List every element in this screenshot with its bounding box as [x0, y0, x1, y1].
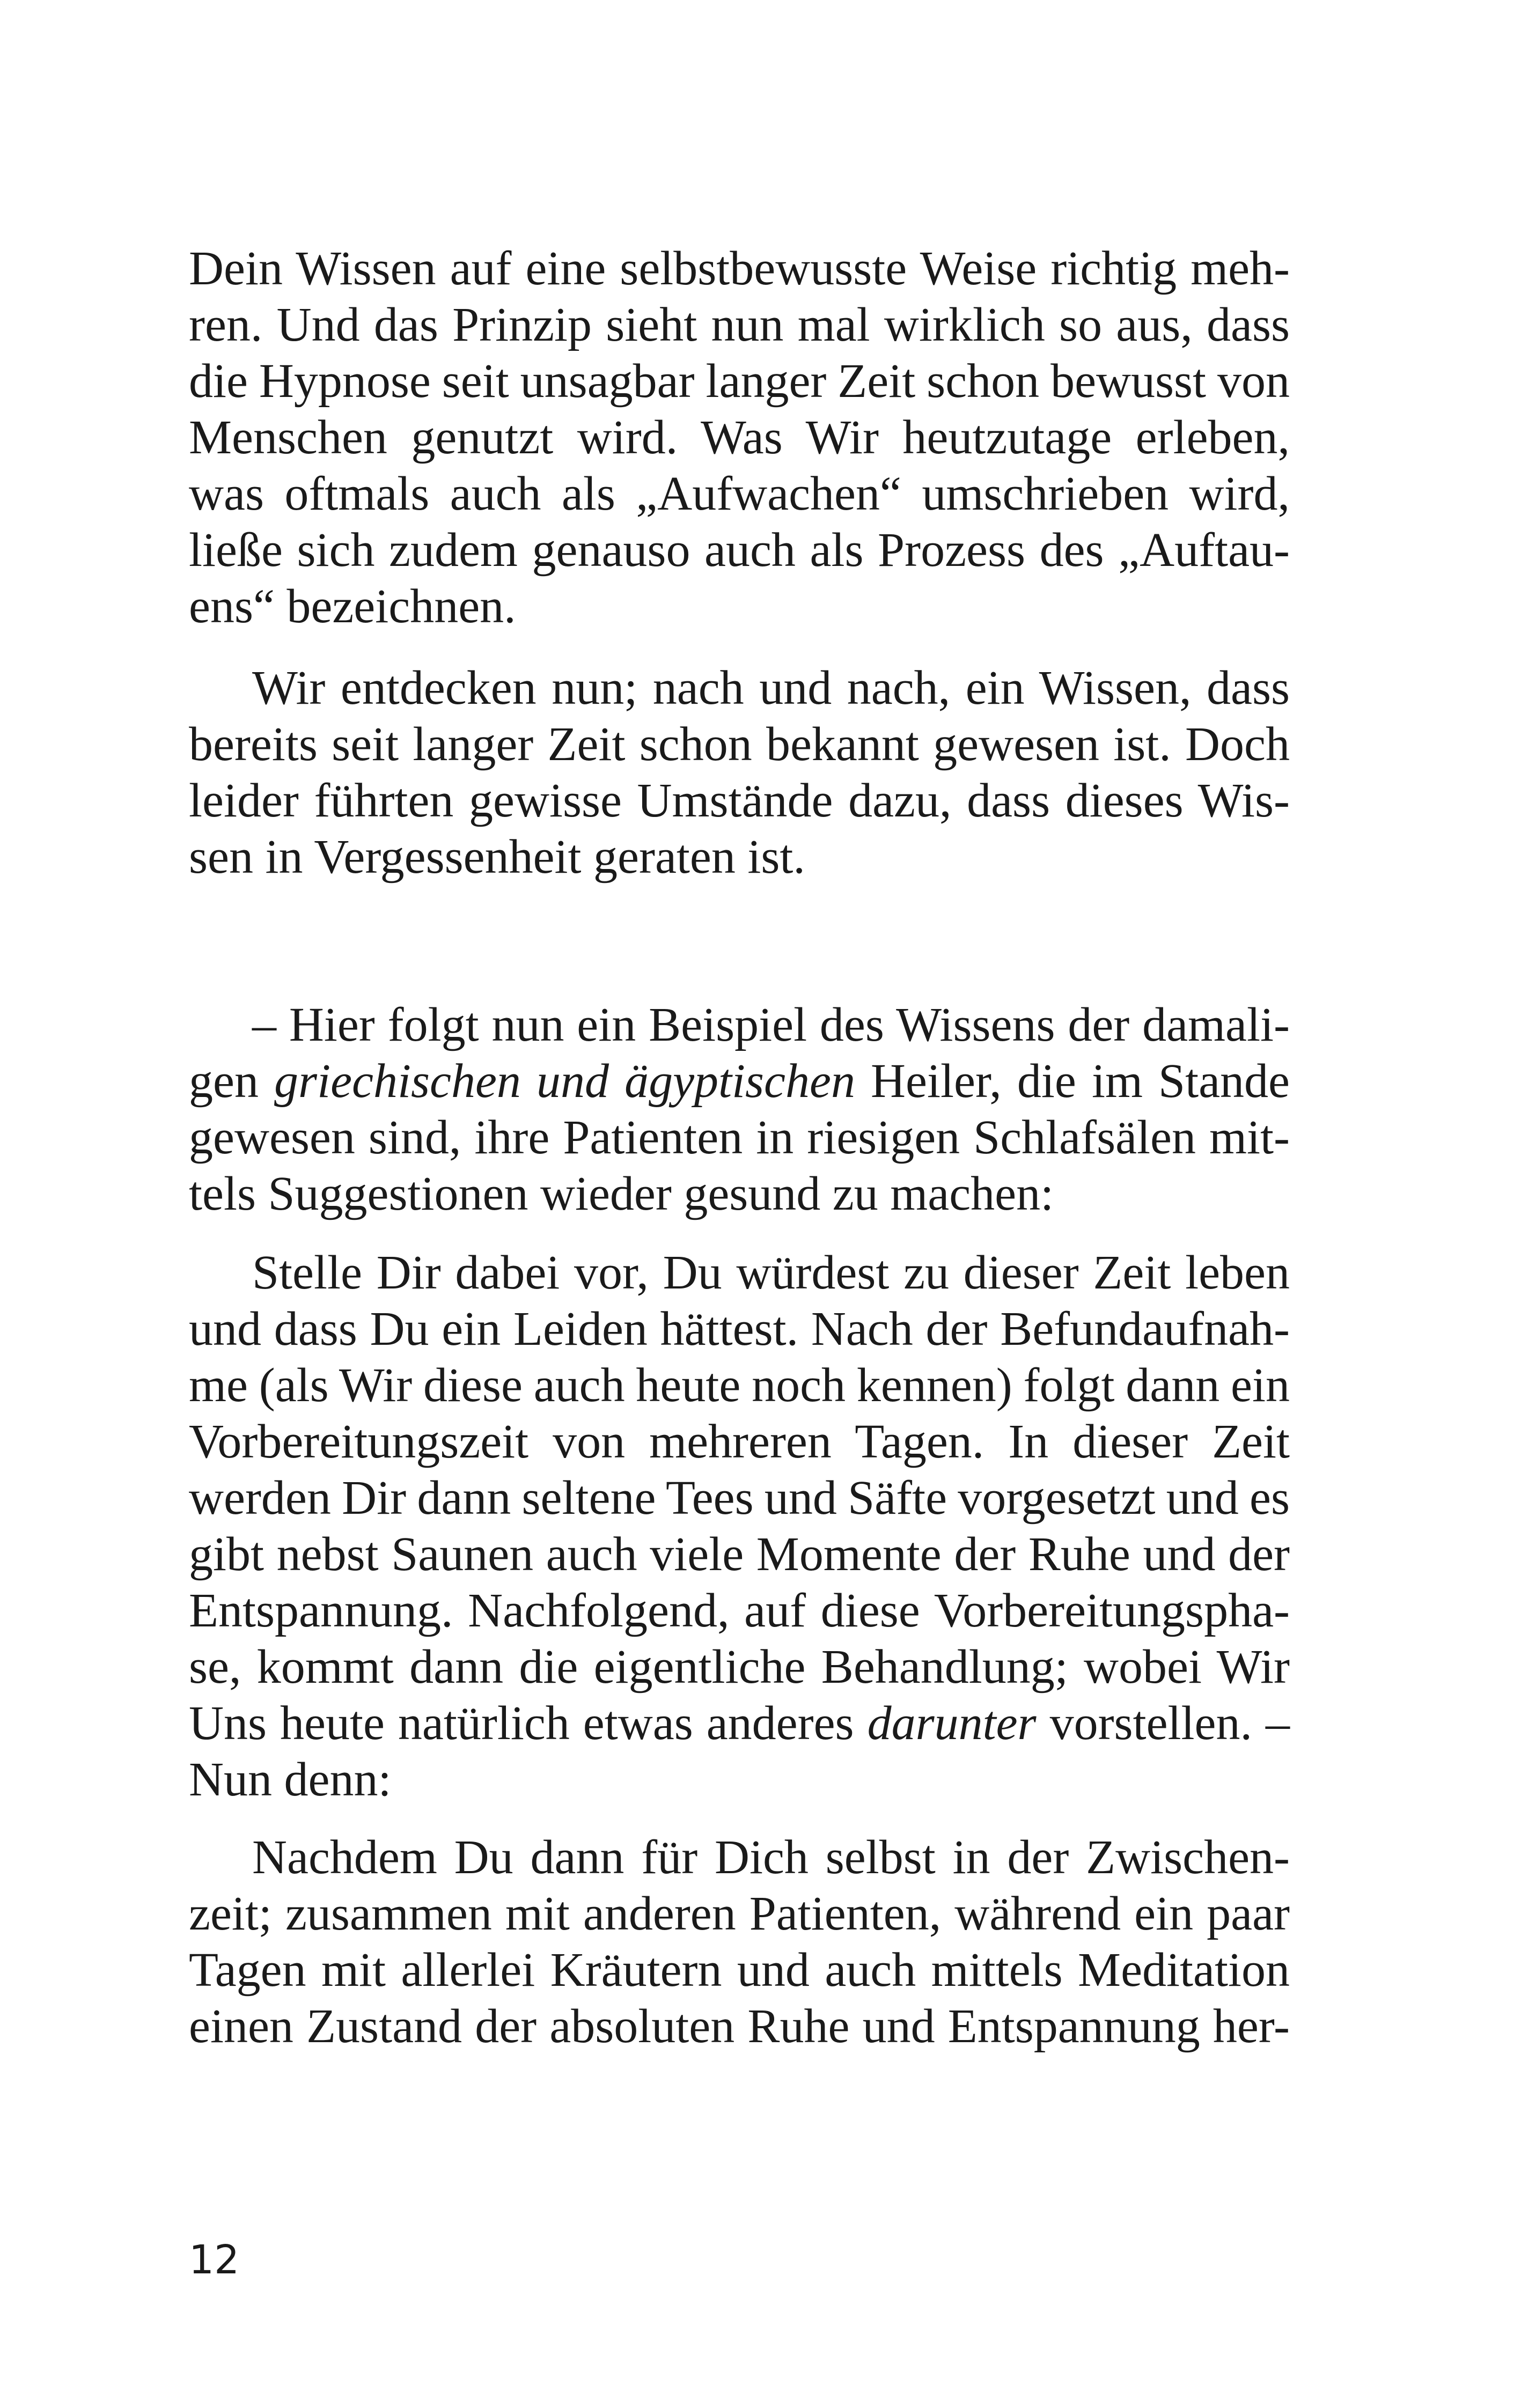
text-fragment: Uns heute natürlich etwas anderes [189, 1697, 868, 1750]
text-line: ren. Und das Prinzip sieht nun mal wirklich so aus, dass [189, 298, 1290, 351]
text-line: was oftmals auch als „Aufwachen“ umschrieben wird, [189, 467, 1290, 520]
text-line: zeit; zusammen mit anderen Patienten, während ein paar [189, 1887, 1290, 1940]
italic-word: darunter [867, 1697, 1037, 1750]
text-line: gewesen sind, ihre Patienten in riesigen Schlafsälen mit- [189, 1111, 1290, 1164]
text-line: leider führten gewisse Umstände dazu, dass dieses Wis- [189, 774, 1290, 827]
text-fragment: Heiler, die im Stande [855, 1055, 1290, 1108]
text-fragment: vorstellen. – [1036, 1697, 1290, 1750]
italic-phrase: griechischen und ägyptischen [274, 1055, 855, 1108]
paragraph-4 [189, 1244, 1290, 1808]
text-line: bereits seit langer Zeit schon bekannt gewesen ist. Doch [189, 718, 1290, 771]
text-line: Wir entdecken nun; nach und nach, ein Wissen, dass [252, 661, 1290, 715]
text-line: Stelle Dir dabei vor, Du würdest zu dieser Zeit leben [252, 1246, 1290, 1299]
text-line: und dass Du ein Leiden hättest. Nach der Befundaufnah- [189, 1302, 1290, 1356]
text-line: Vorbereitungszeit von mehreren Tagen. In dieser Zeit [189, 1415, 1290, 1468]
text-line: gibt nebst Saunen auch viele Momente der Ruhe und der [189, 1528, 1290, 1581]
text-line: die Hypnose seit unsagbar langer Zeit schon bewusst von [189, 355, 1290, 408]
text-line: einen Zustand der absoluten Ruhe und Entspannung her- [189, 2000, 1290, 2053]
text-line: tels Suggestionen wieder gesund zu machen: [189, 1167, 1054, 1220]
text-line: sen in Vergessenheit geraten ist. [189, 830, 805, 883]
text-line: Nun denn: [189, 1753, 392, 1806]
text-line: ließe sich zudem genauso auch als Prozess des „Auftau- [189, 524, 1290, 577]
text-line [189, 1695, 1290, 1751]
page-number: 12 [189, 2237, 240, 2283]
paragraph-5 [189, 1829, 1290, 2054]
text-line: – Hier folgt nun ein Beispiel des Wissens der damali- [252, 998, 1290, 1051]
text-line: se, kommt dann die eigentliche Behandlung; wobei Wir [189, 1640, 1290, 1693]
text-line: Menschen genutzt wird. Was Wir heutzutage erleben, [189, 411, 1290, 464]
text-line: Tagen mit allerlei Kräutern und auch mittels Meditation [189, 1943, 1290, 1997]
text-fragment: gen [189, 1055, 275, 1108]
text-line: werden Dir dann seltene Tees und Säfte vorgesetzt und es [189, 1471, 1290, 1525]
paragraph-3 [189, 997, 1290, 1222]
text-line [189, 1053, 1290, 1109]
text-line: ens“ bezeichnen. [189, 580, 516, 633]
paragraph-1 [189, 240, 1290, 635]
paragraph-2 [189, 660, 1290, 885]
text-line: Dein Wissen auf eine selbstbewusste Weise richtig meh- [189, 242, 1290, 295]
text-line: Nachdem Du dann für Dich selbst in der Zwischen- [252, 1831, 1290, 1884]
text-line: me (als Wir diese auch heute noch kennen) folgt dann ein [189, 1359, 1290, 1412]
text-line: Entspannung. Nachfolgend, auf diese Vorbereitungspha- [189, 1584, 1290, 1637]
